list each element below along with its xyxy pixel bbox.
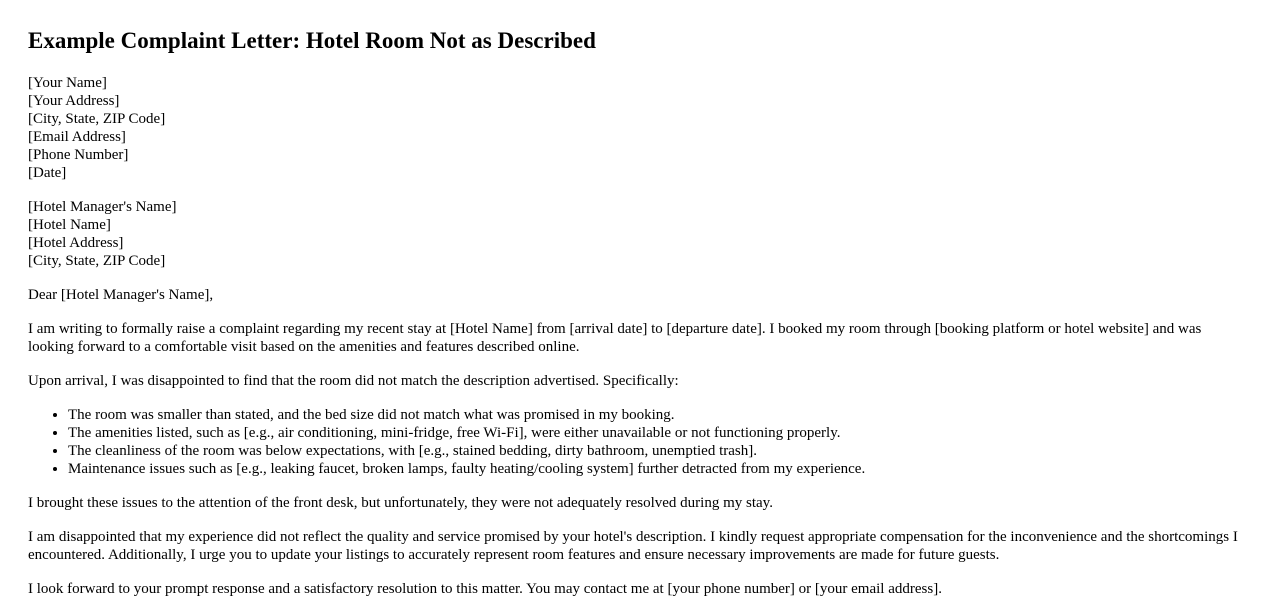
sender-address: [Your Address] (28, 93, 120, 109)
list-item: • Maintenance issues such as [e.g., leaking faucet, broken lamps, faulty heating/cooling system] further detracted from my experience. (68, 460, 1250, 478)
list-item: • The cleanliness of the room was below expectations, with [e.g., stained bedding, dirty bathroom, unemptied trash]. (68, 442, 1250, 460)
recipient-manager-name: [Hotel Manager's Name] (28, 199, 177, 215)
letter-date: [Date] (28, 165, 67, 181)
sender-city-state-zip: [City, State, ZIP Code] (28, 111, 166, 127)
list-item: • The room was smaller than stated, and the bed size did not match what was promised in my booking. (68, 406, 1250, 424)
sender-phone: [Phone Number] (28, 147, 129, 163)
request-paragraph: I am disappointed that my experience did not reflect the quality and service promised by your hotel's description. I kindly request appropriate compensation for the inconvenience and the shortcomings I encountered. Additionally, I urge you to update your listings to accurately represent room features and ensure necessary improvements are made for future guests. (28, 529, 1238, 563)
sender-email: [Email Address] (28, 129, 126, 145)
sender-address-block (28, 74, 1250, 182)
recipient-hotel-name: [Hotel Name] (28, 217, 111, 233)
salutation: Dear [Hotel Manager's Name], (28, 287, 214, 303)
list-item: • The amenities listed, such as [e.g., air conditioning, mini-fridge, free Wi-Fi], were either unavailable or not functioning properly. (68, 424, 1250, 442)
recipient-city-state-zip: [City, State, ZIP Code] (28, 253, 166, 269)
recipient-address-block (28, 198, 1250, 270)
issues-list (28, 406, 1250, 478)
sender-name: [Your Name] (28, 75, 107, 91)
recipient-hotel-address: [Hotel Address] (28, 235, 124, 251)
front-desk-paragraph: I brought these issues to the attention of the front desk, but unfortunately, they were not adequately resolved during my stay. (28, 495, 773, 511)
closing-paragraph: I look forward to your prompt response and a satisfactory resolution to this matter. You may contact me at [your phone number] or [your email address]. (28, 581, 942, 597)
intro-paragraph: I am writing to formally raise a complaint regarding my recent stay at [Hotel Name] from [arrival date] to [departure date]. I booked my room through [booking platform or hotel website] and was looking forward to a comfortable visit based on the amenities and features described online. (28, 321, 1202, 355)
page-title: Example Complaint Letter: Hotel Room Not as Described (28, 28, 596, 53)
arrival-paragraph: Upon arrival, I was disappointed to find that the room did not match the description advertised. Specifically: (28, 373, 679, 389)
